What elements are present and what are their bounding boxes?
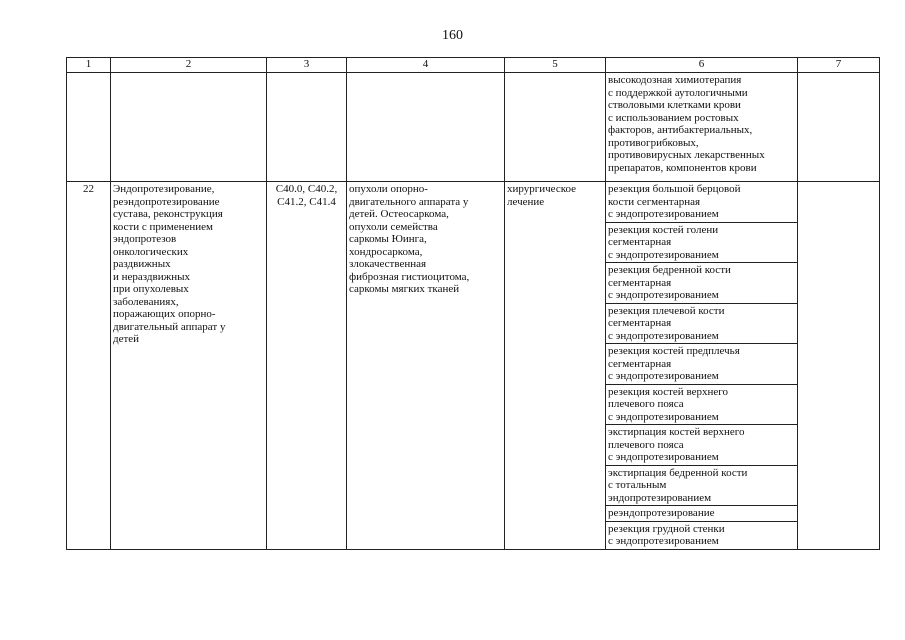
header-col-4: 4 [347,58,505,73]
header-col-1: 1 [67,58,111,73]
method-item: резекция костей предплечья сегментарная с эндопротезированием [606,344,797,385]
method-item: экстирпация бедренной кости с тотальным эндопротезированием [606,466,797,507]
table-row-22 [67,182,880,550]
method-item: резекция костей верхнего плечевого пояса с эндопротезированием [606,385,797,426]
continued-cell-1 [67,73,111,182]
header-col-5: 5 [505,58,606,73]
continued-cell-5 [505,73,606,182]
table-header-row [67,58,880,73]
continued-cell-7 [798,73,880,182]
continued-row [67,73,880,182]
header-col-3: 3 [267,58,347,73]
continued-cell-3 [267,73,347,182]
method-item: резекция костей голени сегментарная с эндопротезированием [606,223,797,264]
patient-model: опухоли опорно- двигательного аппарата у детей. Остеосаркома, опухоли семейства саркомы Юинга, хондросаркома, злокачественная фиброзная гистиоцитома, саркомы мягких тканей [347,182,505,550]
method-item: резекция грудной стенки с эндопротезированием [608,522,725,547]
header-col-6: 6 [606,58,798,73]
header-col-7: 7 [798,58,880,73]
care-type-name: Эндопротезирование, реэндопротезирование сустава, реконструкция кости с применением эндопротезов онкологических раздвижных и нераздвижных при опухолевых заболеваниях, поражающих опорно- двигательный аппарат у детей [111,182,267,550]
method-item: реэндопротезирование [606,506,797,522]
tariff-cell [798,182,880,550]
page-number: 160 [442,28,463,43]
continued-cell-4 [347,73,505,182]
treatment-type: хирургическое лечение [505,182,606,550]
header-col-2: 2 [111,58,267,73]
method-item: резекция плечевой кости сегментарная с эндопротезированием [606,304,797,345]
method-item: экстирпация костей верхнего плечевого пояса с эндопротезированием [606,425,797,466]
continued-cell-2 [111,73,267,182]
method-item: резекция большой берцовой кости сегментарная с эндопротезированием [606,182,797,223]
treatment-methods [606,182,798,550]
row-number: 22 [67,182,111,550]
icd-codes: C40.0, C40.2, C41.2, C41.4 [267,182,347,550]
continued-method-text: высокодозная химиотерапия с поддержкой аутологичными стволовыми клетками крови с использованием ростовых факторов, антибактериальных, противогрибковых, противовирусных лекарственных препаратов, компонентов крови [606,73,798,182]
medical-care-table [66,57,880,550]
method-item: резекция бедренной кости сегментарная с эндопротезированием [606,263,797,304]
